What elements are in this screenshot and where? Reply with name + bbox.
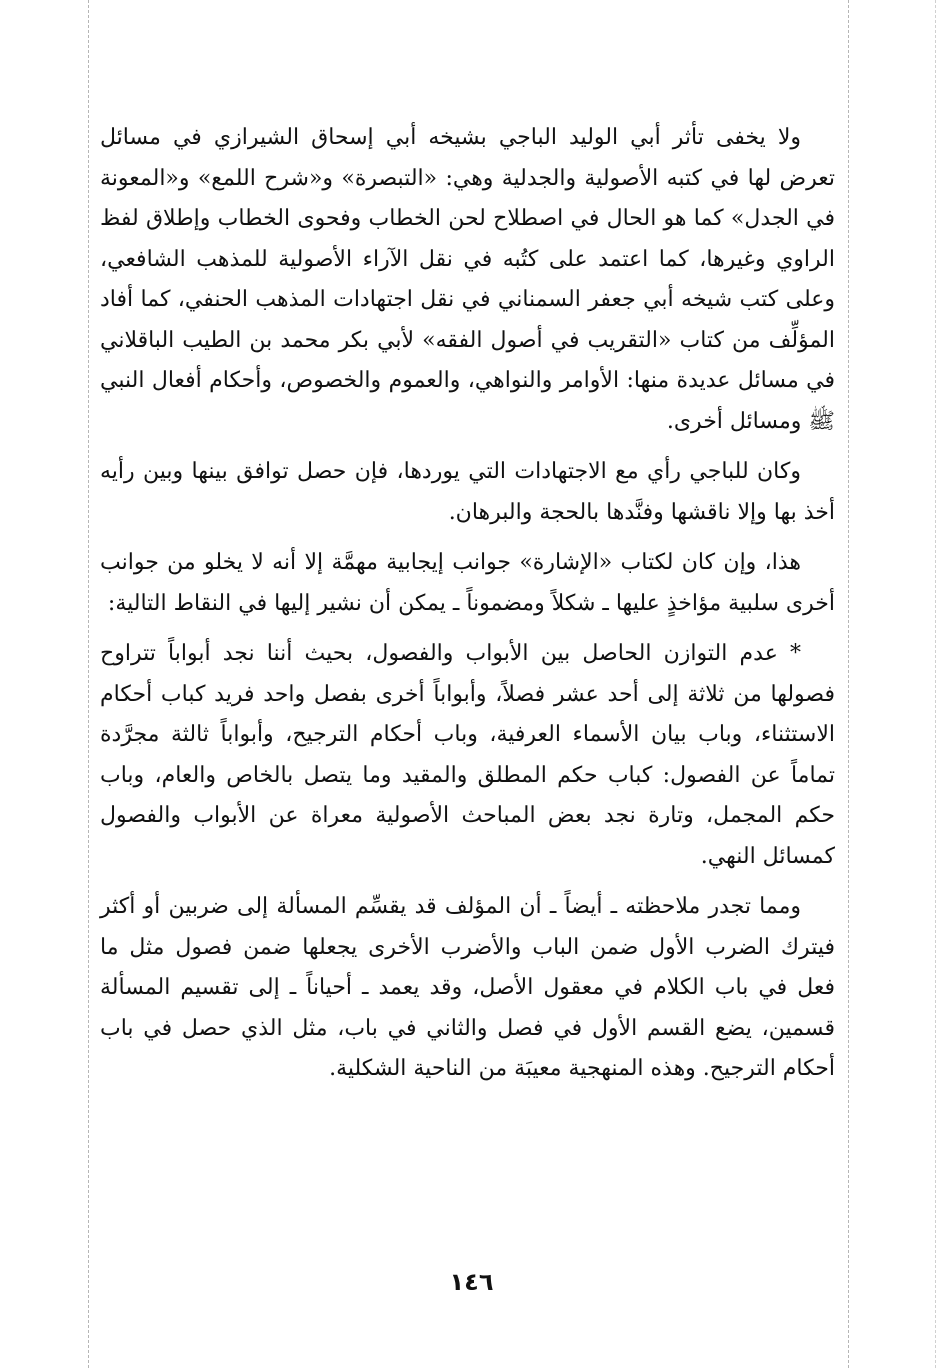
- paragraph-book-weaknesses: هذا، وإن كان لكتاب «الإشارة» جوانب إيجابية مهمَّة إلا أنه لا يخلو من جوانب أخرى سلبية مؤاخذٍ عليها ـ شكلاً ومضموناً ـ يمكن أن نشير إليها في النقاط التالية:: [100, 550, 835, 616]
- margin-guide-right: [848, 0, 849, 1368]
- margin-guide-left: [88, 0, 89, 1368]
- margin-guide-outer: [935, 0, 936, 1368]
- paragraph-influences: ولا يخفى تأثر أبي الوليد الباجي بشيخه أبي إسحاق الشيرازي في مسائل تعرض لها في كتبه الأصولية والجدلية وهي: «التبصرة» و«شرح اللمع» و«المعونة في الجدل» كما هو الحال في اصطلاح لحن الخطاب وفحوى الخطاب وإطلاق لفظ الراوي وغيرها، كما اعتمد على كتُبه في نقل الآراء الأصولية للمذهب الشافعي، وعلى كتب شيخه أبي جعفر السمناني في نقل اجتهادات المذهب الحنفي، كما أفاد المؤلِّف من كتاب «التقريب في أصول الفقه» لأبي بكر محمد بن الطيب الباقلاني في مسائل عديدة منها: الأوامر والنواهي، والعموم والخصوص، وأحكام أفعال النبي ﷺ ومسائل أخرى.: [100, 125, 835, 434]
- page-body: [100, 118, 835, 1090]
- paragraph-imbalance-point: * عدم التوازن الحاصل بين الأبواب والفصول، بحيث أننا نجد أبواباً تتراوح فصولها من ثلاثة إلى أحد عشر فصلاً، وأبواباً أخرى بفصل واحد فريد كباب أحكام الاستثناء، وباب بيان الأسماء العرفية، وباب أحكام الترجيح، وأبواباً ثالثة مجرَّدة تماماً عن الفصول: كباب حكم المطلق والمقيد وما يتصل بالخاص والعام، وباب حكم المجمل، وتارة نجد بعض المباحث الأصولية معراة عن الأبواب والفصول كمسائل النهي.: [100, 641, 835, 869]
- paragraph-baji-opinion: وكان للباجي رأي مع الاجتهادات التي يوردها، فإن حصل توافق بينها وبين رأيه أخذ بها وإلا ناقشها وفنَّدها بالحجة والبرهان.: [100, 459, 835, 525]
- paragraph-division-issue: ومما تجدر ملاحظته ـ أيضاً ـ أن المؤلف قد يقسِّم المسألة إلى ضربين أو أكثر فيترك الضرب الأول ضمن الباب والأضرب الأخرى يجعلها ضمن فصول مثل ما فعل في باب الكلام في معقول الأصل، وقد يعمد ـ أحياناً ـ إلى تقسيم المسألة قسمين، يضع القسم الأول في فصل والثاني في باب، مثل الذي حصل في باب أحكام الترجيح. وهذه المنهجية معيبَة من الناحية الشكلية.: [100, 894, 835, 1081]
- page-number: ١٤٦: [449, 1268, 494, 1296]
